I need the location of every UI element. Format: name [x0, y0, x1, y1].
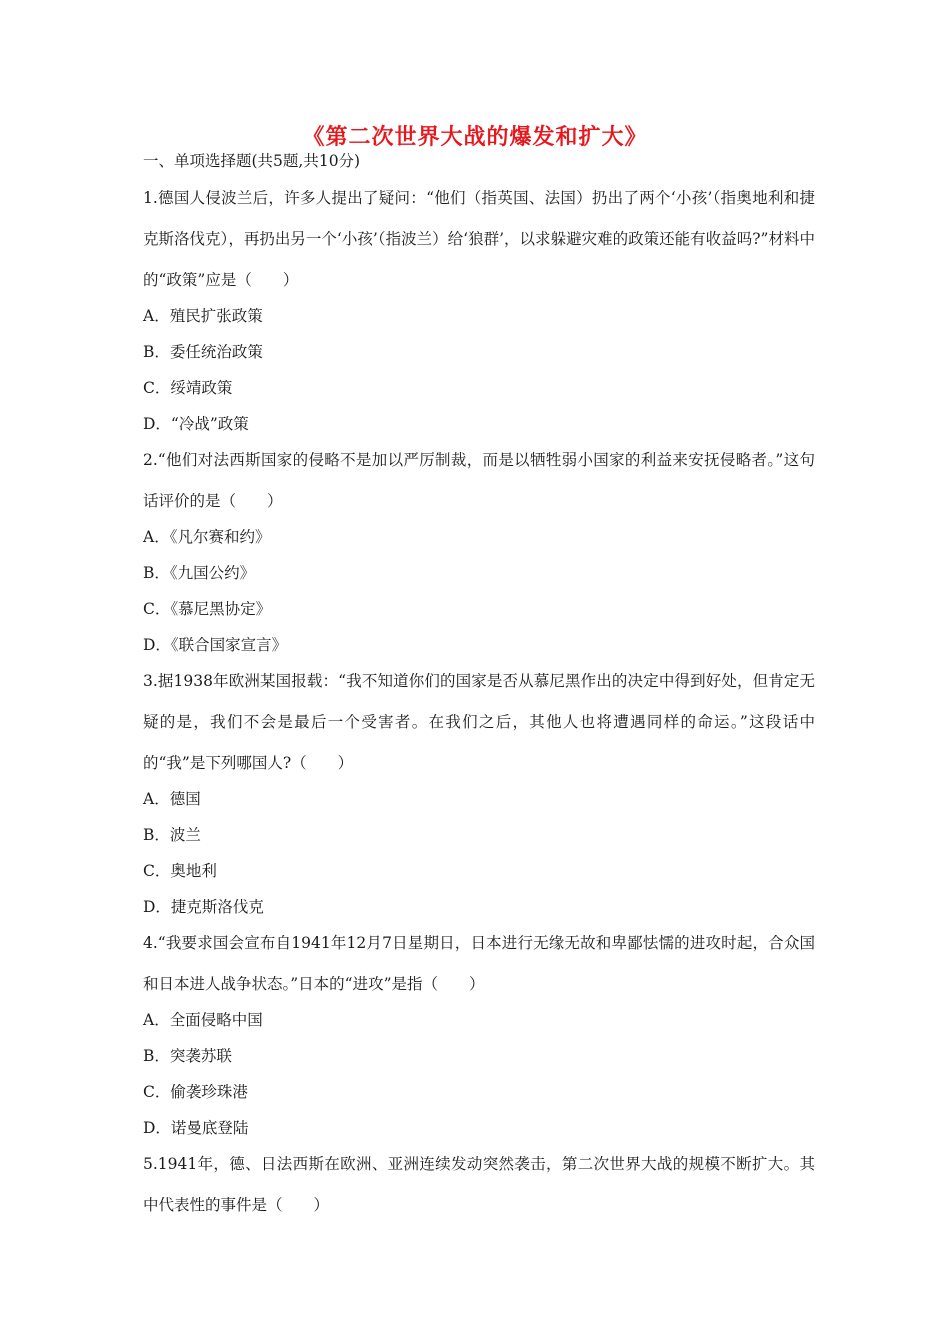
question-4-option-c: C．偷袭珍珠港 — [143, 1083, 248, 1101]
question-2-stem: 2.“他们对法西斯国家的侵略不是加以严厉制裁，而是以牺牲弱小国家的利益来安抚侵略者。”这句话评价的是（ ） — [143, 451, 815, 510]
question-2-option-b: B．《九国公约》 — [143, 564, 256, 582]
question-1-stem: 1.德国人侵波兰后，许多人提出了疑问：“他们（指英国、法国）扔出了两个‘小孩’（指奥地利和捷克斯洛伐克），再扔出另一个‘小孩’（指波兰）给‘狼群’，以求躲避灾难的政策还能有收益吗?”材料中的“政策”应是（ ） — [143, 189, 815, 289]
question-1-option-a: A．殖民扩张政策 — [143, 307, 263, 325]
question-4-option-d: D．诺曼底登陆 — [143, 1119, 249, 1137]
question-4-option-a: A．全面侵略中国 — [143, 1011, 263, 1029]
question-3-option-a: A．德国 — [143, 790, 201, 808]
question-2-option-c: C．《慕尼黑协定》 — [143, 600, 272, 618]
question-5-stem: 5.1941年，德、日法西斯在欧洲、亚洲连续发动突然袭击，第二次世界大战的规模不断扩大。其中代表性的事件是（ ） — [143, 1155, 815, 1214]
question-4-stem: 4.“我要求国会宣布自1941年12月7日星期日，日本进行无缘无故和卑鄙怯懦的进攻时起，合众国和日本进人战争状态。”日本的“进攻”是指（ ） — [143, 934, 815, 993]
question-2-option-a: A．《凡尔赛和约》 — [143, 528, 271, 546]
question-1-option-c: C．绥靖政策 — [143, 379, 233, 397]
question-4-option-b: B．突袭苏联 — [143, 1047, 232, 1065]
question-1-option-d: D．“冷战”政策 — [143, 415, 249, 433]
question-3-option-c: C．奥地利 — [143, 862, 217, 880]
question-3-option-b: B．波兰 — [143, 826, 201, 844]
section-heading: 一、单项选择题(共5题,共10分) — [143, 152, 361, 170]
document-title: 《第二次世界大战的爆发和扩大》 — [302, 124, 648, 150]
question-3-stem: 3.据1938年欧洲某国报载：“我不知道你们的国家是否从慕尼黑作出的决定中得到好处，但肯定无疑的是，我们不会是最后一个受害者。在我们之后，其他人也将遭遇同样的命运。”这段话中的“我”是下列哪国人?（ ） — [143, 672, 815, 772]
question-3-option-d: D．捷克斯洛伐克 — [143, 898, 264, 916]
question-2-option-d: D．《联合国家宣言》 — [143, 636, 288, 654]
question-1-option-b: B．委任统治政策 — [143, 343, 263, 361]
